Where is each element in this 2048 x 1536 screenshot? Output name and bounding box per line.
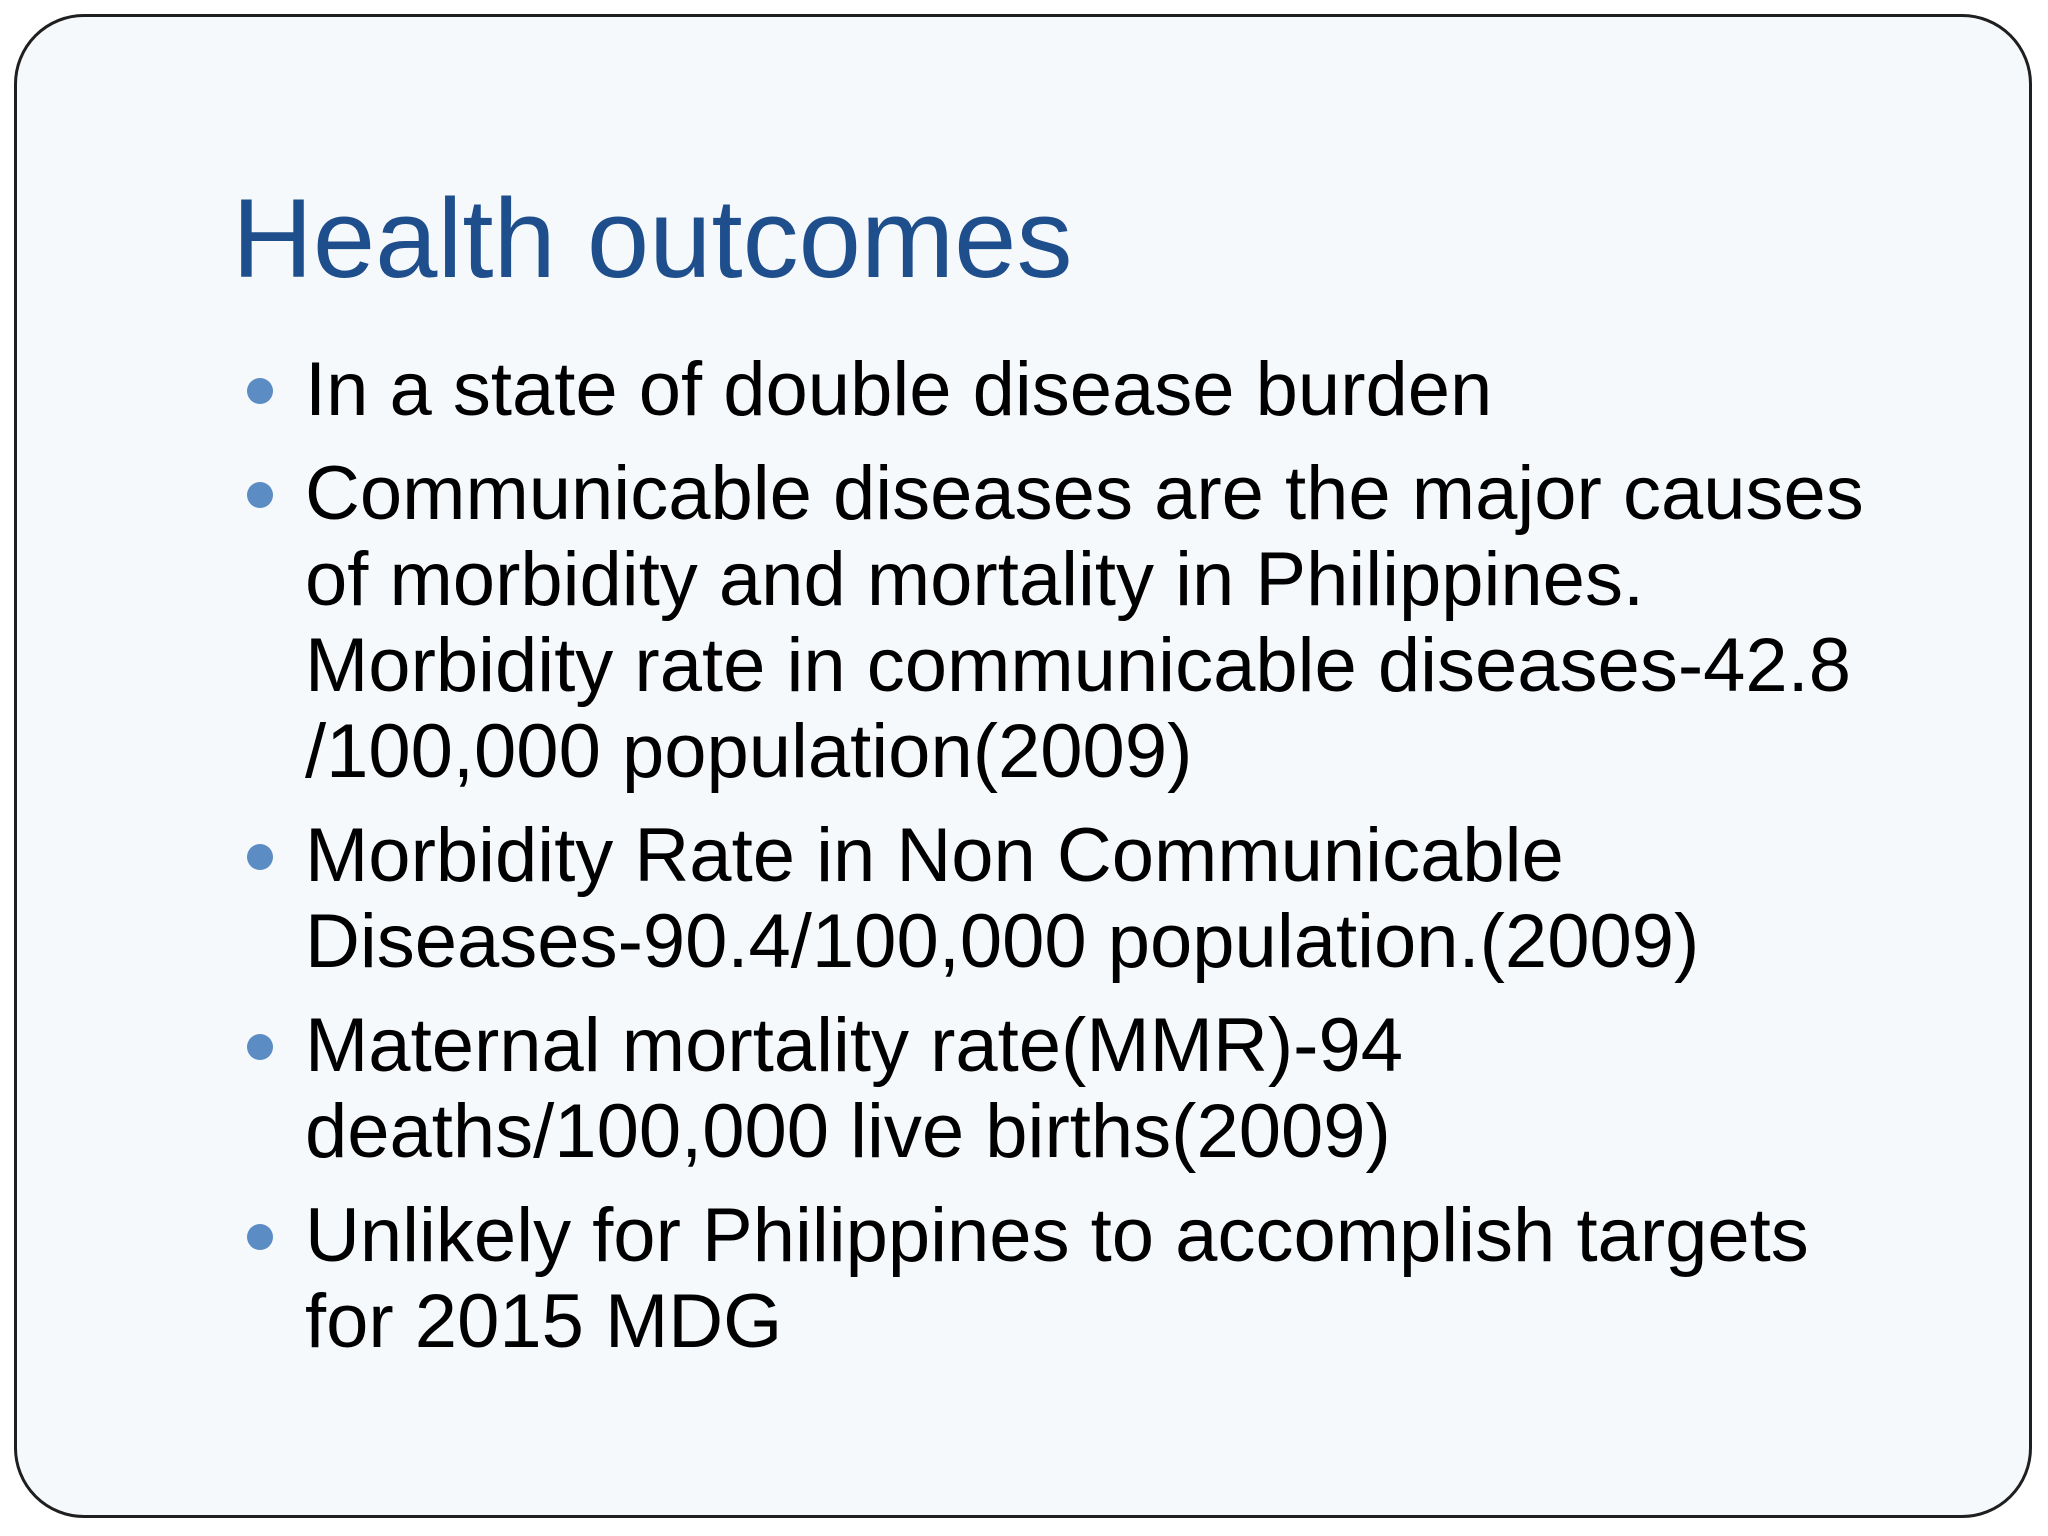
bullet-text-line: for 2015 MDG bbox=[305, 1279, 783, 1364]
bullet-text-line: Maternal mortality rate(MMR)-94 bbox=[305, 1003, 1403, 1088]
slide-title: Health outcomes bbox=[232, 176, 1073, 301]
bullet-dot-icon bbox=[247, 1034, 273, 1060]
bullet-text-line: Communicable diseases are the major causes bbox=[305, 451, 1864, 536]
bullet-dot-icon bbox=[247, 378, 273, 404]
bullet-item-double-disease-burden bbox=[247, 347, 1977, 433]
bullet-text-line: Diseases-90.4/100,000 population.(2009) bbox=[305, 899, 1700, 984]
bullet-item-maternal-mortality bbox=[247, 1003, 1977, 1175]
bullet-text-line: deaths/100,000 live births(2009) bbox=[305, 1089, 1391, 1174]
bullet-text-line: Morbidity rate in communicable diseases-42.8 bbox=[305, 623, 1852, 708]
bullet-item-mdg-targets bbox=[247, 1193, 1977, 1365]
bullet-dot-icon bbox=[247, 844, 273, 870]
bullet-text-line: Morbidity Rate in Non Communicable bbox=[305, 813, 1564, 898]
slide-frame bbox=[14, 14, 2032, 1518]
bullet-text-line: Unlikely for Philippines to accomplish targets bbox=[305, 1193, 1809, 1278]
bullet-list bbox=[247, 347, 1977, 1383]
bullet-text-line: of morbidity and mortality in Philippines. bbox=[305, 537, 1645, 622]
bullet-item-communicable-diseases bbox=[247, 451, 1977, 795]
bullet-dot-icon bbox=[247, 1224, 273, 1250]
bullet-text-line: /100,000 population(2009) bbox=[305, 709, 1193, 794]
bullet-text-line: In a state of double disease burden bbox=[305, 347, 1493, 432]
bullet-item-non-communicable-diseases bbox=[247, 813, 1977, 985]
bullet-dot-icon bbox=[247, 482, 273, 508]
